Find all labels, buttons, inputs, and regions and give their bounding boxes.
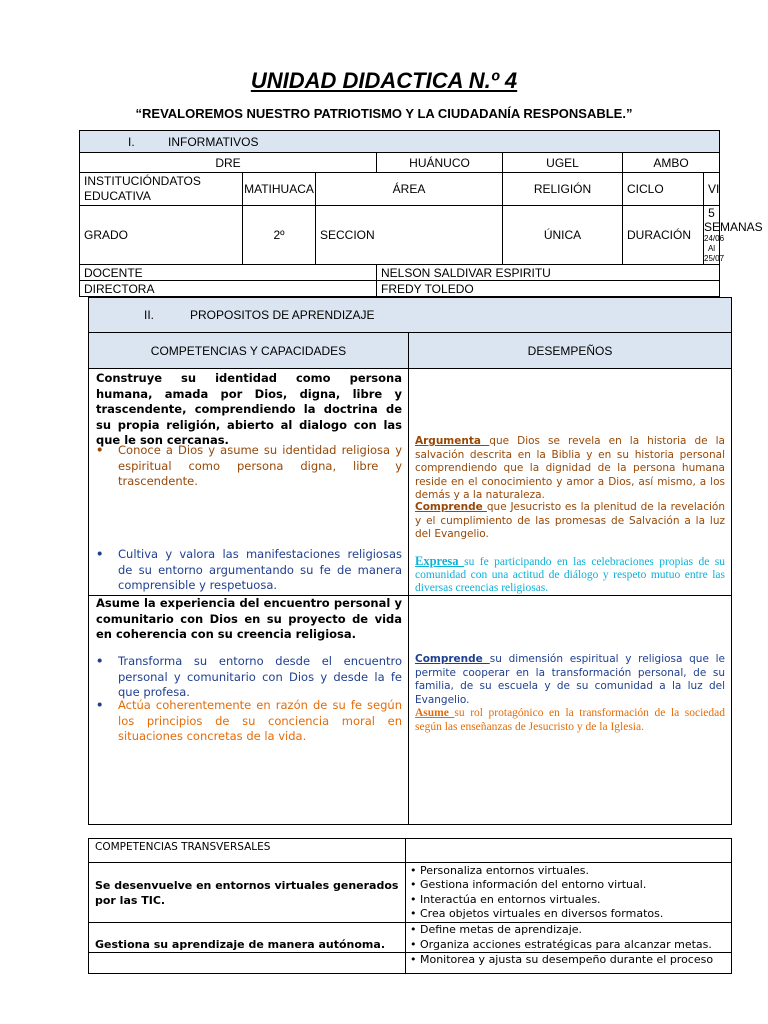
section-propositos-header (89, 298, 732, 333)
transversal-3-items (406, 953, 732, 974)
bullet-icon: • (96, 698, 104, 712)
competencia-2-cell (89, 596, 409, 825)
duracion-label: DURACIÓN (623, 206, 704, 265)
capacidad-1-2 (95, 547, 402, 594)
desempeno-text: su dimensión espiritual y religiosa que le permite cooperar en la transformación personal, de su familia, de su escuela y de su comunidad a la luz del Evangelio. (415, 653, 725, 706)
dre-label: DRE (80, 153, 377, 173)
competencia-1-cell (89, 369, 409, 596)
desempeno-text: que Jesucristo es la plenitud de la revelación y el cumplimiento de las promesas de Salvación a la luz del Evangelio. (415, 501, 725, 540)
document-subtitle: “REVALOREMOS NUESTRO PATRIOTISMO Y LA CIUDADANÍA RESPONSABLE.” (135, 106, 633, 121)
duracion-value: 5 SEMANAS (704, 206, 763, 234)
keyword: Comprende (415, 501, 487, 513)
ugel-label: UGEL (503, 153, 623, 173)
ciclo-label: CICLO (623, 173, 704, 206)
capacidad-2-2 (95, 698, 402, 745)
institucion-value: MATIHUACA (243, 173, 316, 206)
transversal-2-item: • Define metas de aprendizaje. (410, 923, 583, 936)
competencia-1-title: Construye su identidad como persona humana, amada por Dios, digna, libre y trascendente, comprendiendo la doctrina de su propia religión, abierto al dialogo con las que le son cercanas. (96, 371, 402, 447)
capacidad-1-2-text: Cultiva y valora las manifestaciones religiosas de su entorno argumentando su fe de manera comprensible y respetuosa. (118, 547, 402, 592)
transversal-1-items (406, 863, 732, 923)
desempeno-text: su fe participando en las celebraciones propias de su comunidad con una actitud de diálogo y respeto mutuo entre las diversas creencias religiosas. (415, 556, 725, 594)
transversal-1-item: • Personaliza entornos virtuales. (410, 863, 590, 877)
section-informativos-header (80, 131, 720, 153)
informativos-table (79, 130, 763, 297)
docente-value: NELSON SALDIVAR ESPIRITU (377, 265, 720, 281)
duracion-cell (704, 206, 763, 265)
section-number: I. (128, 134, 135, 149)
desempenos-1-cell (409, 369, 732, 596)
desempeno-1-2 (415, 501, 725, 542)
transversal-2-title: Gestiona su aprendizaje de manera autónoma. (89, 923, 406, 953)
seccion-value: ÚNICA (503, 206, 623, 265)
capacidad-2-2-text: Actúa coherentemente en razón de su fe según los principios de su conciencia moral en situaciones concretas de la vida. (118, 698, 402, 743)
keyword: Comprende (415, 653, 490, 665)
desempeno-text: que Dios se revela en la historia de la salvación descrita en la Biblia y en su historia personal comprendiendo que la dignidad de la persona humana reside en el conocimiento y amor a Dios, así mismo, a los demás y a la naturaleza. (415, 435, 725, 501)
docente-label: DOCENTE (80, 265, 377, 281)
transversal-1-item: • Crea objetos virtuales en diversos formatos. (410, 907, 664, 920)
bullet-icon: • (96, 547, 104, 561)
capacidad-2-1-text: Transforma su entorno desde el encuentro personal y comunitario con Dios y desde la fe que profesa. (118, 654, 402, 699)
directora-label: DIRECTORA (80, 281, 377, 297)
transversal-3-empty (89, 953, 406, 974)
bullet-icon: • (96, 443, 104, 457)
ugel-value: AMBO (623, 153, 720, 173)
section-number: II. (144, 308, 155, 322)
transversales-header: COMPETENCIAS TRANSVERSALES (89, 839, 406, 863)
document-title: UNIDAD DIDACTICA N.º 4 (250, 68, 518, 93)
grado-label: GRADO (80, 206, 243, 265)
dre-value: HUÁNUCO (377, 153, 503, 173)
transversal-3-item: • Monitorea y ajusta su desempeño durante el proceso (410, 953, 714, 966)
transversal-2-items (406, 923, 732, 953)
section-label: PROPOSITOS DE APRENDIZAJE (190, 308, 375, 322)
ciclo-value: VI (704, 173, 720, 206)
transversal-1-item: • Interactúa en entornos virtuales. (410, 892, 601, 906)
transversal-1-item: • Gestiona información del entorno virtual. (410, 878, 647, 891)
desempeno-2-2 (415, 707, 725, 734)
desempeno-2-1 (415, 653, 725, 707)
transversales-table (88, 838, 732, 974)
capacidad-2-1 (95, 654, 402, 701)
capacidad-1-1-text: Conoce a Dios y asume su identidad religiosa y espiritual como persona digna, libre y trascendente. (118, 443, 402, 488)
col-competencias-header: COMPETENCIAS Y CAPACIDADES (89, 333, 409, 369)
desempenos-2-cell (409, 596, 732, 825)
transversal-2-item: • Organiza acciones estratégicas para alcanzar metas. (410, 937, 712, 951)
col-desempenos-header: DESEMPEÑOS (409, 333, 732, 369)
transversal-1-title: Se desenvuelve en entornos virtuales generados por las TIC. (89, 863, 406, 923)
seccion-label: SECCION (316, 206, 503, 265)
propositos-table (88, 297, 732, 825)
area-label: ÁREA (316, 173, 503, 206)
bullet-icon: • (96, 654, 104, 668)
directora-value: FREDY TOLEDO (377, 281, 720, 297)
area-value: RELIGIÓN (503, 173, 623, 206)
section-label: INFORMATIVOS (168, 134, 259, 149)
desempeno-1-1 (415, 435, 725, 503)
desempeno-1-3 (415, 555, 725, 595)
keyword: Expresa (415, 554, 465, 568)
capacidad-1-1 (95, 443, 402, 490)
keyword: Argumenta (415, 435, 490, 447)
competencia-2-title: Asume la experiencia del encuentro personal y comunitario con Dios en su proyecto de vida en coherencia con su creencia religiosa. (96, 596, 402, 641)
institucion-label: INSTITUCIÓNDATOS EDUCATIVA (80, 173, 243, 206)
grado-value: 2º (243, 206, 316, 265)
desempeno-text: su rol protagónico en la transformación de la sociedad según las enseñanzas de Jesucristo y de la Iglesia. (415, 707, 725, 733)
keyword: Asume (415, 707, 455, 719)
duracion-dates: 24/06 Al 25/07 (704, 234, 725, 263)
transversales-header-empty (406, 839, 732, 863)
